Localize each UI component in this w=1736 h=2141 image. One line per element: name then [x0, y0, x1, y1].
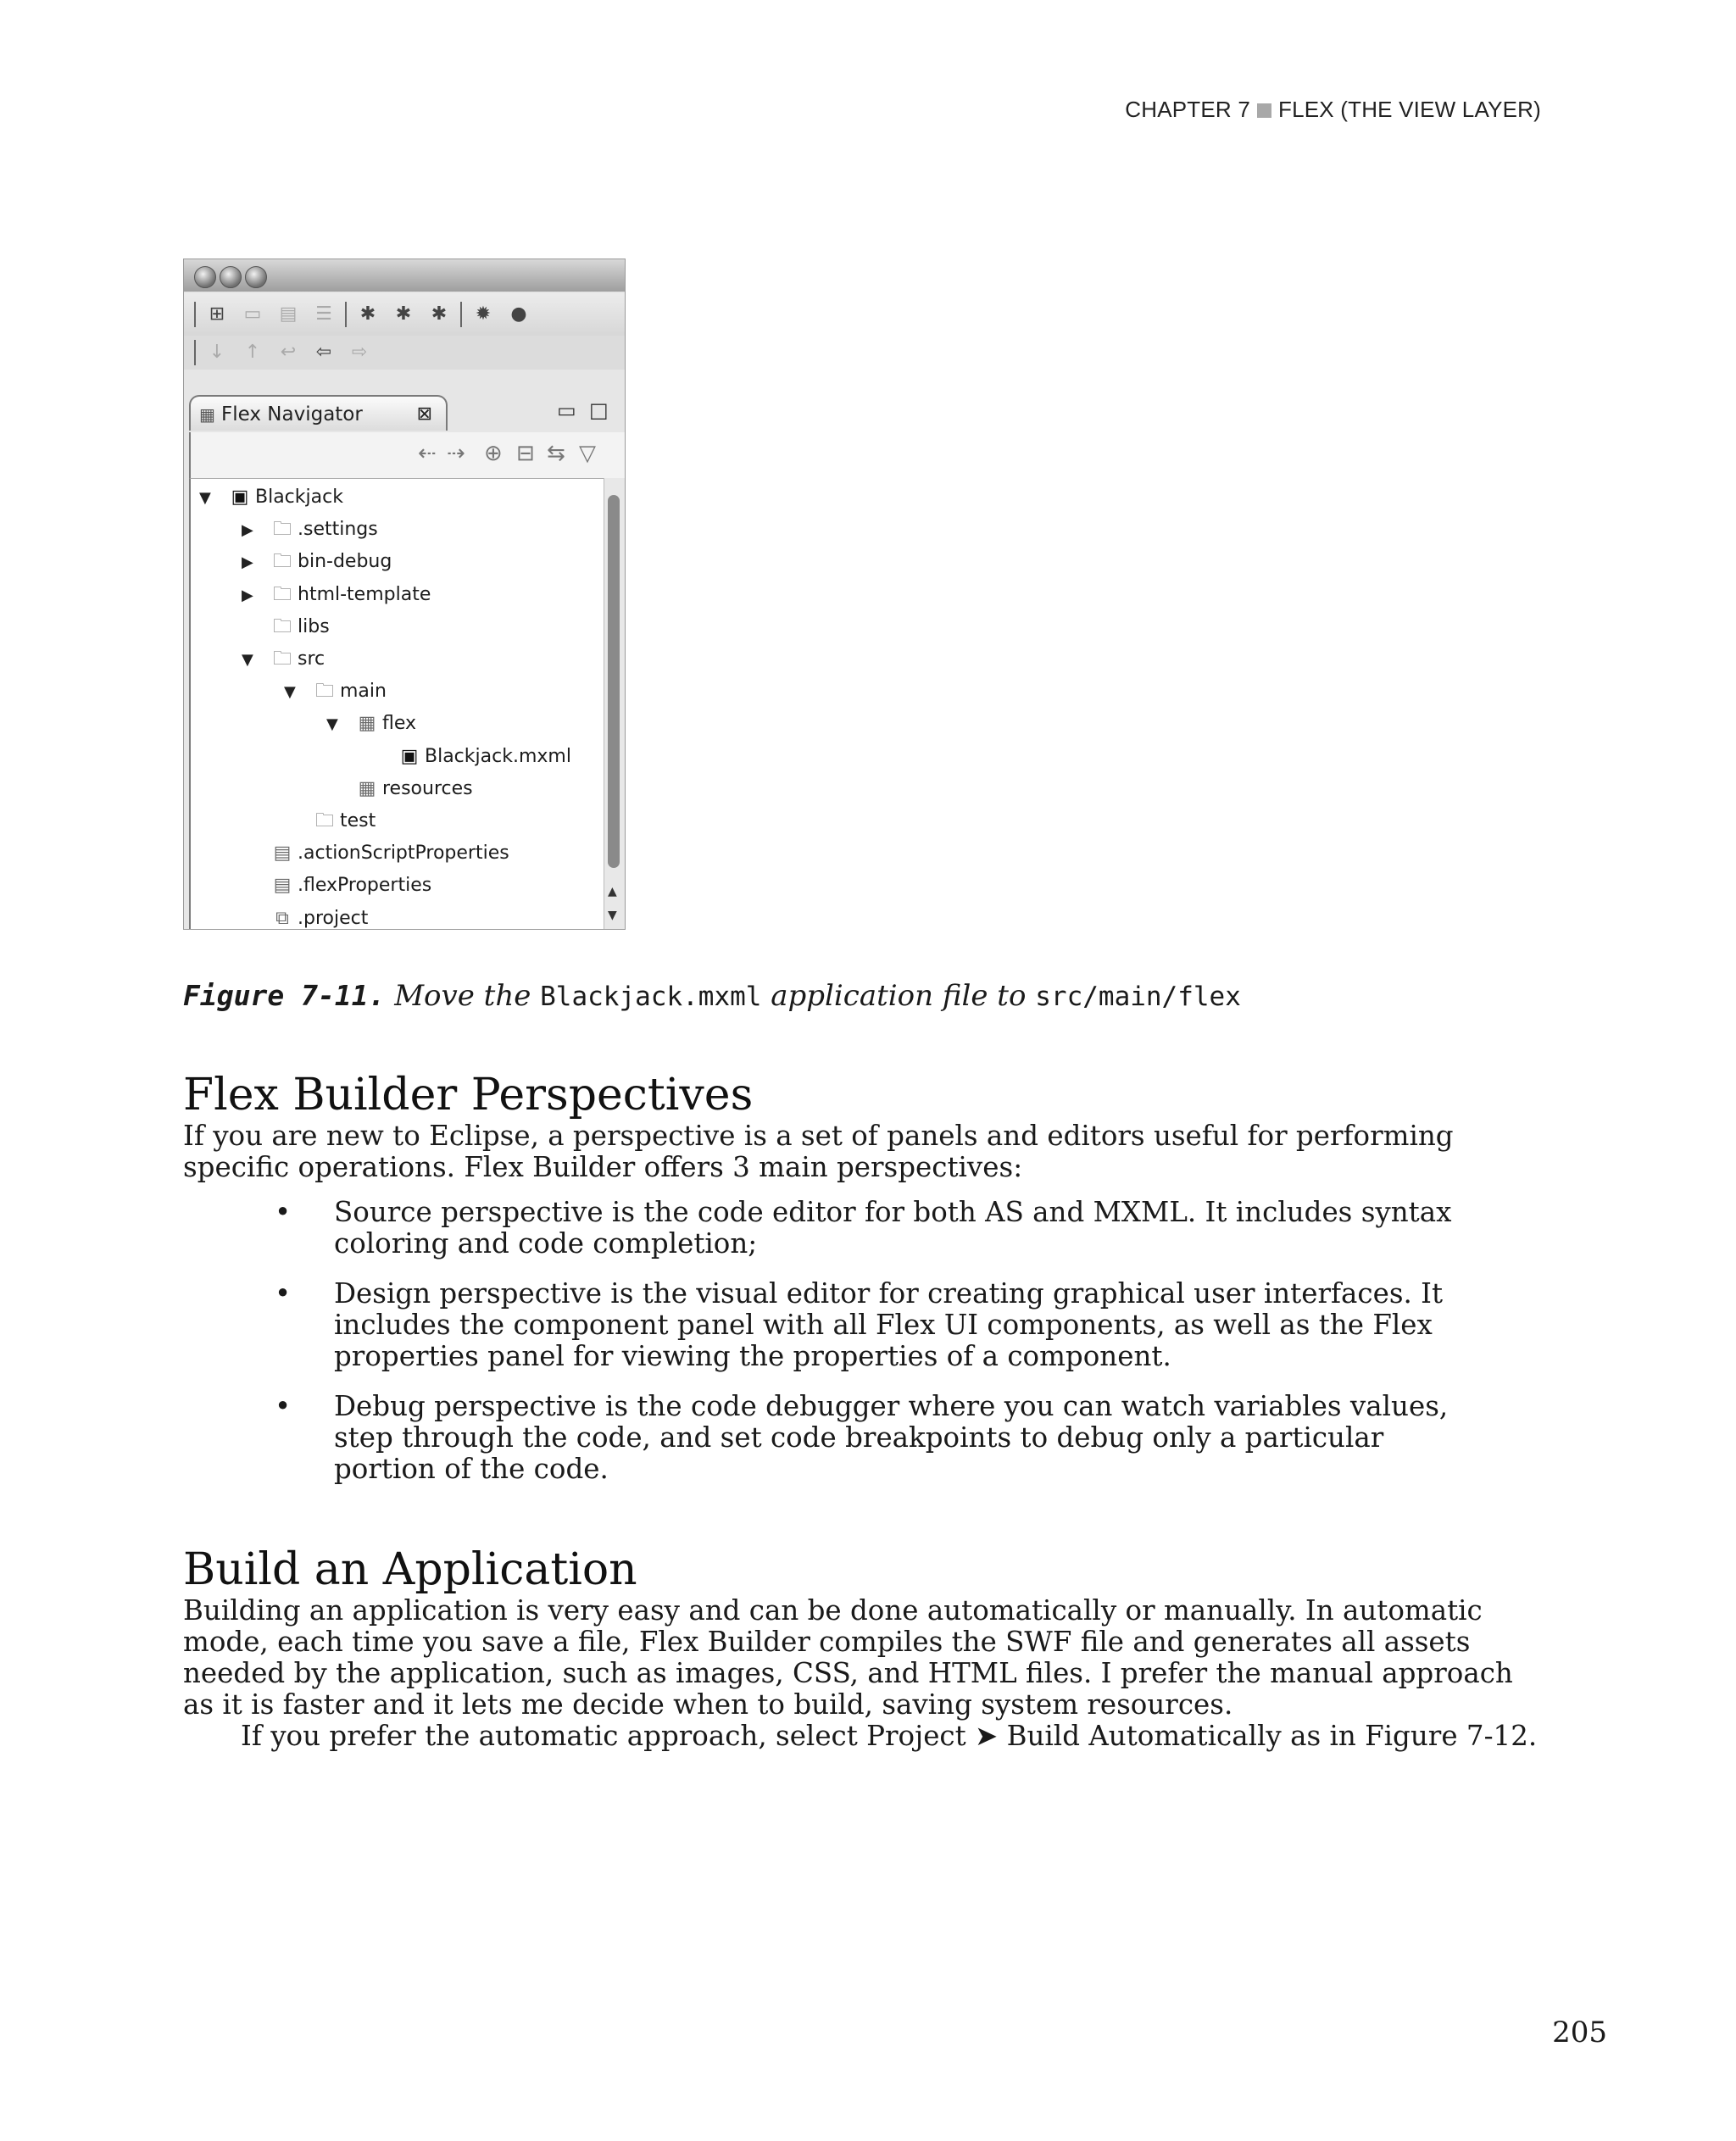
running-head [1125, 97, 1541, 123]
list-item-text: Debug perspective is the code debugger where you can watch variables values, step through the code, and set code breakpoints to debug only a particular portion of the code. [334, 1390, 1449, 1485]
tree-item[interactable] [242, 612, 330, 642]
perspective-icon[interactable]: ✱ [431, 303, 448, 325]
collapse-arrow-icon[interactable]: ▶ [242, 553, 253, 572]
paragraph: If you prefer the automatic approach, select Project ➤ Build Automatically as in Figure 7-12. [241, 1720, 1538, 1752]
expand-arrow-icon[interactable]: ▼ [199, 489, 211, 507]
tree-item-label: src [298, 648, 326, 670]
list-item-text: Design perspective is the visual editor for creating graphical user interfaces. It includes the component panel with all Flex UI components, as well as the Flex properties panel for viewing the properties of a component. [334, 1277, 1444, 1372]
tree-item-label: Blackjack [255, 487, 343, 508]
navigator-tab-label: Flex Navigator [221, 403, 363, 425]
close-tab-icon[interactable]: ⊠ [416, 403, 432, 425]
main-toolbar [184, 293, 625, 336]
debug-icon[interactable]: ✹ [475, 303, 492, 325]
print-icon[interactable]: ▤ [279, 303, 298, 325]
tree-item-label: flex [382, 713, 417, 735]
view-menu-icon[interactable]: ▽ [579, 441, 596, 466]
toolbar-separator [194, 340, 196, 365]
toolbar-separator [194, 302, 196, 327]
forward-icon[interactable]: ⇢ [447, 441, 465, 466]
back-icon[interactable]: ⇦ [315, 342, 332, 363]
paragraph: If you are new to Eclipse, a perspective is a set of panels and editors useful for performing specific operations. Flex Builder offers 3 main perspectives: [183, 1120, 1454, 1183]
perspective-icon[interactable]: ✱ [395, 303, 412, 325]
tree-item[interactable] [242, 514, 378, 545]
file-icon: ▤ [273, 875, 292, 897]
figure-screenshot [183, 259, 626, 930]
back-icon[interactable]: ⇠ [418, 441, 437, 466]
folder-icon: 🗀 [272, 615, 292, 637]
last-edit-icon[interactable]: ↩ [280, 342, 297, 363]
toolbar-separator [345, 302, 347, 327]
folder-icon: 🗀 [272, 551, 292, 573]
run-icon[interactable]: ● [510, 303, 527, 325]
chapter-title: FLEX (THE VIEW LAYER) [1278, 97, 1541, 122]
tree-item-label: test [340, 810, 376, 831]
caption-text: Move the [385, 979, 541, 1013]
square-bullet-icon [1257, 103, 1271, 118]
file-icon: ▤ [273, 842, 292, 865]
tree-item-label: .settings [298, 519, 378, 541]
flex-project-icon: ▣ [231, 487, 249, 508]
tree-item-label: libs [298, 615, 330, 637]
chapter-label: CHAPTER 7 [1125, 97, 1250, 122]
minimize-window-icon[interactable] [220, 266, 242, 288]
tree-item[interactable] [369, 742, 571, 772]
up-icon[interactable]: ⊕ [484, 441, 503, 466]
list-item [183, 1278, 1455, 1372]
bullet-icon: • [275, 1390, 292, 1422]
folder-icon: 🗀 [272, 519, 292, 541]
tree-item[interactable] [284, 676, 387, 707]
package-icon: ▦ [358, 777, 376, 799]
tree-item[interactable] [326, 774, 473, 804]
secondary-toolbar [184, 336, 625, 370]
tree-item-label: resources [382, 777, 473, 799]
tree-item-label: bin-debug [298, 551, 392, 573]
folder-icon: 🗀 [314, 810, 334, 831]
bullet-list [183, 1197, 1455, 1504]
list-item-text: Source perspective is the code editor for both AS and MXML. It includes syntax coloring and code completion; [334, 1196, 1452, 1260]
xml-file-icon: ⧉ [275, 907, 289, 929]
folder-icon: 🗀 [314, 681, 334, 703]
scroll-down-icon[interactable]: ▼ [608, 909, 617, 922]
expand-arrow-icon[interactable]: ▼ [284, 683, 296, 702]
toolbar-separator [460, 302, 462, 327]
tree-item[interactable] [242, 547, 392, 577]
prev-annotation-icon[interactable]: ↑ [244, 342, 261, 363]
section-heading: Flex Builder Perspectives [183, 1070, 754, 1121]
scrollbar-thumb[interactable] [608, 495, 620, 868]
tree-item-label: .actionScriptProperties [298, 842, 509, 865]
forward-icon[interactable]: ⇨ [351, 342, 368, 363]
section-heading: Build an Application [183, 1544, 637, 1595]
folder-icon: 🗀 [272, 583, 292, 605]
tree-item[interactable] [242, 904, 368, 930]
vertical-scrollbar[interactable] [604, 478, 625, 930]
figure-label: Figure 7-11. [183, 979, 386, 1012]
expand-arrow-icon[interactable]: ▼ [242, 651, 253, 669]
package-icon: ▦ [358, 713, 376, 735]
tree-item[interactable] [326, 709, 416, 739]
collapse-arrow-icon[interactable]: ▶ [242, 586, 253, 604]
scroll-up-icon[interactable]: ▲ [608, 885, 617, 898]
caption-code: src/main/flex [1035, 982, 1241, 1012]
tree-item-label: html-template [298, 583, 431, 605]
bullet-icon: • [275, 1196, 292, 1228]
save-icon[interactable]: ▭ [243, 303, 262, 325]
next-annotation-icon[interactable]: ↓ [209, 342, 225, 363]
window-titlebar [184, 259, 625, 292]
tree-item-label: main [340, 681, 387, 703]
tree-item[interactable] [242, 644, 325, 675]
new-icon[interactable]: ⊞ [209, 303, 225, 325]
perspective-icon[interactable]: ✱ [359, 303, 376, 325]
tree-item[interactable] [199, 482, 343, 513]
minimize-view-icon[interactable]: ▭ [557, 398, 576, 422]
navigator-icon: ▦ [199, 404, 215, 425]
flex-navigator-tab[interactable] [189, 395, 448, 431]
page-number: 205 [1552, 2016, 1607, 2049]
collapse-all-icon[interactable]: ⊟ [516, 441, 535, 466]
expand-arrow-icon[interactable]: ▼ [326, 715, 338, 734]
maximize-view-icon[interactable]: □ [589, 398, 609, 422]
close-window-icon[interactable] [194, 266, 216, 288]
tree-item-label: Blackjack.mxml [425, 745, 571, 767]
tree-item[interactable] [284, 806, 376, 837]
tree-item-label: .project [298, 907, 369, 929]
paragraph: Building an application is very easy and can be done automatically or manually. In automatic mode, each time you save a file, Flex Builder compiles the SWF file and generates all assets needed by the application, such as images, CSS, and HTML files. I prefer the manual approach as it is faster and it lets me decide when to build, saving system resources. [183, 1594, 1513, 1721]
caption-text: application file to [761, 979, 1036, 1013]
list-item [183, 1197, 1455, 1260]
tree-item[interactable] [242, 870, 431, 901]
list-item [183, 1391, 1455, 1485]
collapse-arrow-icon[interactable]: ▶ [242, 521, 253, 540]
flex-file-icon: ▣ [400, 745, 419, 767]
tree-item[interactable] [242, 580, 431, 610]
link-editor-icon[interactable]: ⇆ [547, 441, 565, 466]
folder-icon: 🗀 [272, 648, 292, 670]
caption-code: Blackjack.mxml [540, 982, 762, 1012]
tree-item-label: .flexProperties [298, 875, 432, 897]
zoom-window-icon[interactable] [245, 266, 267, 288]
navigator-toolbar [189, 432, 625, 478]
figure-caption [183, 979, 1241, 1013]
navigator-tree [189, 478, 606, 930]
bullet-icon: • [275, 1277, 292, 1310]
save-all-icon[interactable]: ☰ [315, 303, 332, 325]
tree-item[interactable] [242, 838, 509, 869]
